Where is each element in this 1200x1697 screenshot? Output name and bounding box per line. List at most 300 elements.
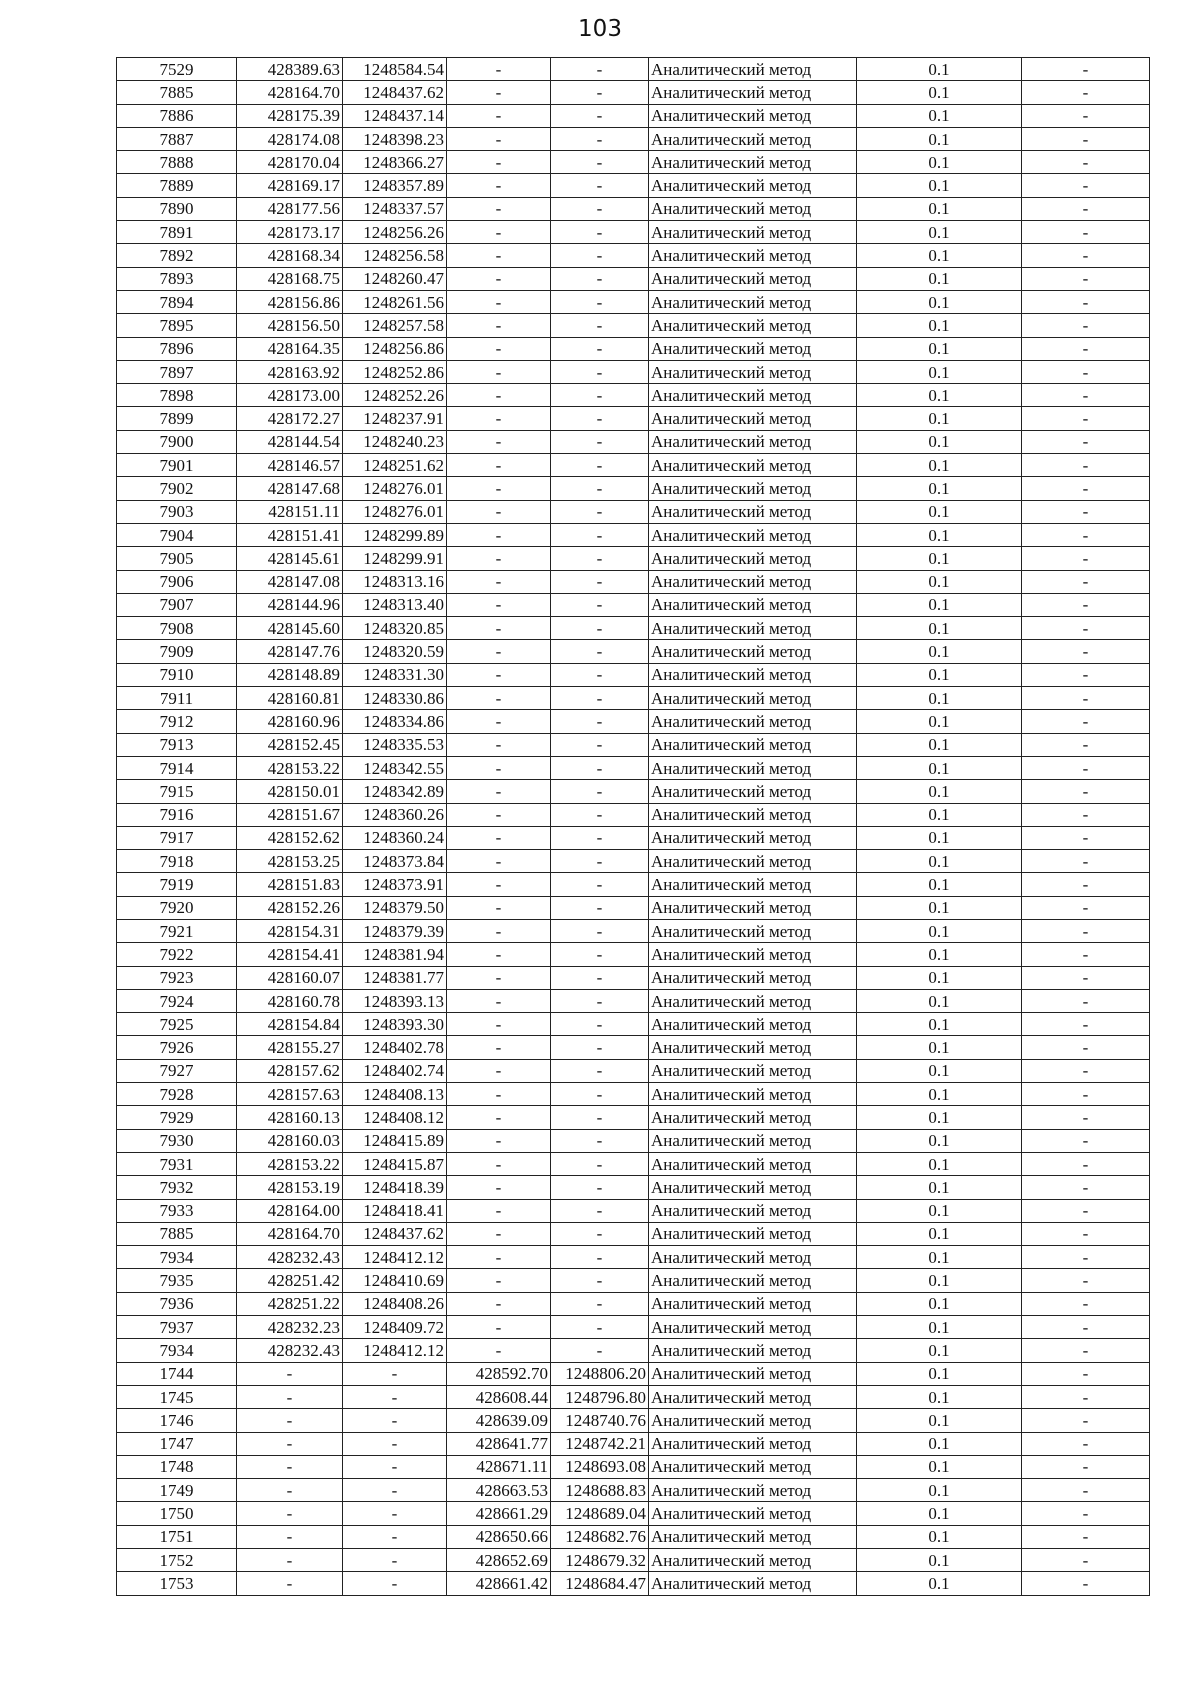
y-new-cell: - (551, 1292, 649, 1315)
y-new-cell: - (551, 337, 649, 360)
method-cell: Аналитический метод (649, 617, 857, 640)
method-cell: Аналитический метод (649, 1152, 857, 1175)
accuracy-cell: 0.1 (857, 1036, 1022, 1059)
x-new-cell: 428608.44 (447, 1385, 551, 1408)
y-old-cell: 1248320.59 (343, 640, 447, 663)
x-old-cell: - (237, 1525, 343, 1548)
point-number-cell: 7893 (117, 267, 237, 290)
point-number-cell: 7920 (117, 896, 237, 919)
accuracy-cell: 0.1 (857, 523, 1022, 546)
y-old-cell: 1248240.23 (343, 430, 447, 453)
point-number-cell: 7910 (117, 663, 237, 686)
y-old-cell: - (343, 1549, 447, 1572)
y-old-cell: 1248402.74 (343, 1059, 447, 1082)
x-new-cell: - (447, 1106, 551, 1129)
coordinates-table (116, 57, 1150, 1596)
y-new-cell: - (551, 1129, 649, 1152)
note-cell: - (1022, 384, 1150, 407)
y-new-cell: - (551, 943, 649, 966)
accuracy-cell: 0.1 (857, 803, 1022, 826)
table-row (117, 1129, 1150, 1152)
point-number-cell: 7908 (117, 617, 237, 640)
y-new-cell: - (551, 1339, 649, 1362)
y-old-cell: 1248276.01 (343, 500, 447, 523)
note-cell: - (1022, 919, 1150, 942)
y-old-cell: 1248393.13 (343, 989, 447, 1012)
point-number-cell: 1744 (117, 1362, 237, 1385)
table-row (117, 756, 1150, 779)
y-new-cell: - (551, 127, 649, 150)
accuracy-cell: 0.1 (857, 1362, 1022, 1385)
x-old-cell: - (237, 1385, 343, 1408)
x-old-cell: 428147.08 (237, 570, 343, 593)
y-old-cell: - (343, 1362, 447, 1385)
table-row (117, 687, 1150, 710)
method-cell: Аналитический метод (649, 896, 857, 919)
note-cell: - (1022, 1246, 1150, 1269)
table-row (117, 314, 1150, 337)
method-cell: Аналитический метод (649, 919, 857, 942)
y-new-cell: - (551, 1152, 649, 1175)
table-row (117, 1106, 1150, 1129)
x-new-cell: - (447, 1152, 551, 1175)
note-cell: - (1022, 989, 1150, 1012)
x-new-cell: - (447, 919, 551, 942)
accuracy-cell: 0.1 (857, 314, 1022, 337)
point-number-cell: 7907 (117, 593, 237, 616)
method-cell: Аналитический метод (649, 733, 857, 756)
x-old-cell: 428173.00 (237, 384, 343, 407)
table-row (117, 384, 1150, 407)
y-new-cell: 1248740.76 (551, 1409, 649, 1432)
x-new-cell: - (447, 663, 551, 686)
x-old-cell: 428232.43 (237, 1339, 343, 1362)
x-old-cell: 428160.03 (237, 1129, 343, 1152)
y-old-cell: 1248584.54 (343, 58, 447, 81)
y-old-cell: - (343, 1502, 447, 1525)
table-row (117, 989, 1150, 1012)
x-new-cell: - (447, 1199, 551, 1222)
accuracy-cell: 0.1 (857, 454, 1022, 477)
y-new-cell: 1248806.20 (551, 1362, 649, 1385)
x-new-cell: - (447, 197, 551, 220)
y-old-cell: 1248437.14 (343, 104, 447, 127)
x-old-cell: 428151.11 (237, 500, 343, 523)
point-number-cell: 7909 (117, 640, 237, 663)
x-new-cell: - (447, 523, 551, 546)
y-new-cell: - (551, 919, 649, 942)
x-new-cell: - (447, 640, 551, 663)
note-cell: - (1022, 1572, 1150, 1595)
method-cell: Аналитический метод (649, 174, 857, 197)
x-new-cell: - (447, 710, 551, 733)
accuracy-cell: 0.1 (857, 151, 1022, 174)
y-new-cell: - (551, 1316, 649, 1339)
x-old-cell: 428174.08 (237, 127, 343, 150)
note-cell: - (1022, 1083, 1150, 1106)
method-cell: Аналитический метод (649, 1479, 857, 1502)
table-row (117, 1455, 1150, 1478)
x-old-cell: 428145.60 (237, 617, 343, 640)
y-old-cell: 1248256.26 (343, 221, 447, 244)
x-new-cell: - (447, 221, 551, 244)
table-row (117, 407, 1150, 430)
table-row (117, 58, 1150, 81)
accuracy-cell: 0.1 (857, 81, 1022, 104)
note-cell: - (1022, 104, 1150, 127)
y-old-cell: 1248402.78 (343, 1036, 447, 1059)
point-number-cell: 1752 (117, 1549, 237, 1572)
y-new-cell: - (551, 1106, 649, 1129)
note-cell: - (1022, 290, 1150, 313)
y-new-cell: - (551, 221, 649, 244)
x-new-cell: - (447, 896, 551, 919)
accuracy-cell: 0.1 (857, 197, 1022, 220)
y-new-cell: - (551, 640, 649, 663)
y-new-cell: - (551, 687, 649, 710)
note-cell: - (1022, 1339, 1150, 1362)
note-cell: - (1022, 360, 1150, 383)
x-new-cell: - (447, 500, 551, 523)
point-number-cell: 7912 (117, 710, 237, 733)
x-old-cell: 428152.45 (237, 733, 343, 756)
method-cell: Аналитический метод (649, 1059, 857, 1082)
x-new-cell: - (447, 1246, 551, 1269)
y-old-cell: 1248360.24 (343, 826, 447, 849)
table-row (117, 1385, 1150, 1408)
method-cell: Аналитический метод (649, 290, 857, 313)
x-new-cell: 428671.11 (447, 1455, 551, 1478)
note-cell: - (1022, 1152, 1150, 1175)
x-new-cell: 428641.77 (447, 1432, 551, 1455)
x-new-cell: - (447, 873, 551, 896)
accuracy-cell: 0.1 (857, 104, 1022, 127)
y-old-cell: - (343, 1385, 447, 1408)
y-old-cell: 1248299.91 (343, 547, 447, 570)
note-cell: - (1022, 640, 1150, 663)
x-new-cell: - (447, 314, 551, 337)
x-old-cell: 428170.04 (237, 151, 343, 174)
table-row (117, 873, 1150, 896)
point-number-cell: 7891 (117, 221, 237, 244)
x-old-cell: 428160.13 (237, 1106, 343, 1129)
x-old-cell: 428152.62 (237, 826, 343, 849)
y-new-cell: - (551, 873, 649, 896)
note-cell: - (1022, 1316, 1150, 1339)
note-cell: - (1022, 570, 1150, 593)
note-cell: - (1022, 1013, 1150, 1036)
point-number-cell: 1746 (117, 1409, 237, 1432)
note-cell: - (1022, 943, 1150, 966)
x-old-cell: 428172.27 (237, 407, 343, 430)
table-row (117, 943, 1150, 966)
x-old-cell: 428152.26 (237, 896, 343, 919)
x-old-cell: 428164.70 (237, 1222, 343, 1245)
x-old-cell: 428160.96 (237, 710, 343, 733)
x-new-cell: - (447, 104, 551, 127)
method-cell: Аналитический метод (649, 570, 857, 593)
accuracy-cell: 0.1 (857, 1269, 1022, 1292)
note-cell: - (1022, 1409, 1150, 1432)
table-row (117, 663, 1150, 686)
y-new-cell: - (551, 1199, 649, 1222)
y-old-cell: - (343, 1572, 447, 1595)
table-row (117, 1479, 1150, 1502)
accuracy-cell: 0.1 (857, 1152, 1022, 1175)
y-old-cell: - (343, 1455, 447, 1478)
y-old-cell: 1248276.01 (343, 477, 447, 500)
y-new-cell: - (551, 1222, 649, 1245)
y-old-cell: 1248408.26 (343, 1292, 447, 1315)
y-old-cell: 1248256.86 (343, 337, 447, 360)
point-number-cell: 1753 (117, 1572, 237, 1595)
table-row (117, 1222, 1150, 1245)
method-cell: Аналитический метод (649, 1572, 857, 1595)
y-new-cell: - (551, 1269, 649, 1292)
point-number-cell: 7895 (117, 314, 237, 337)
accuracy-cell: 0.1 (857, 687, 1022, 710)
method-cell: Аналитический метод (649, 1385, 857, 1408)
point-number-cell: 7901 (117, 454, 237, 477)
accuracy-cell: 0.1 (857, 267, 1022, 290)
point-number-cell: 7925 (117, 1013, 237, 1036)
table-row (117, 360, 1150, 383)
accuracy-cell: 0.1 (857, 1129, 1022, 1152)
y-old-cell: 1248415.87 (343, 1152, 447, 1175)
y-new-cell: - (551, 104, 649, 127)
table-row (117, 1036, 1150, 1059)
point-number-cell: 7896 (117, 337, 237, 360)
y-new-cell: - (551, 407, 649, 430)
point-number-cell: 7913 (117, 733, 237, 756)
y-old-cell: 1248260.47 (343, 267, 447, 290)
x-old-cell: 428251.42 (237, 1269, 343, 1292)
table-row (117, 547, 1150, 570)
page-number: 103 (578, 16, 622, 42)
point-number-cell: 1750 (117, 1502, 237, 1525)
y-new-cell: - (551, 500, 649, 523)
x-old-cell: 428168.34 (237, 244, 343, 267)
note-cell: - (1022, 430, 1150, 453)
method-cell: Аналитический метод (649, 1246, 857, 1269)
y-old-cell: 1248437.62 (343, 81, 447, 104)
table-row (117, 197, 1150, 220)
y-old-cell: 1248412.12 (343, 1246, 447, 1269)
y-new-cell: 1248688.83 (551, 1479, 649, 1502)
y-old-cell: 1248408.12 (343, 1106, 447, 1129)
method-cell: Аналитический метод (649, 850, 857, 873)
y-old-cell: 1248379.50 (343, 896, 447, 919)
y-old-cell: 1248252.26 (343, 384, 447, 407)
table-row (117, 1292, 1150, 1315)
point-number-cell: 7932 (117, 1176, 237, 1199)
note-cell: - (1022, 1502, 1150, 1525)
method-cell: Аналитический метод (649, 1036, 857, 1059)
y-old-cell: 1248393.30 (343, 1013, 447, 1036)
x-old-cell: 428157.63 (237, 1083, 343, 1106)
note-cell: - (1022, 547, 1150, 570)
y-new-cell: - (551, 803, 649, 826)
table-row (117, 267, 1150, 290)
x-new-cell: - (447, 943, 551, 966)
accuracy-cell: 0.1 (857, 1083, 1022, 1106)
accuracy-cell: 0.1 (857, 174, 1022, 197)
x-new-cell: - (447, 1339, 551, 1362)
y-old-cell: 1248379.39 (343, 919, 447, 942)
x-new-cell: - (447, 267, 551, 290)
x-old-cell: 428147.68 (237, 477, 343, 500)
y-new-cell: 1248689.04 (551, 1502, 649, 1525)
accuracy-cell: 0.1 (857, 966, 1022, 989)
note-cell: - (1022, 1036, 1150, 1059)
x-new-cell: - (447, 290, 551, 313)
y-new-cell: - (551, 454, 649, 477)
method-cell: Аналитический метод (649, 104, 857, 127)
table-row (117, 477, 1150, 500)
method-cell: Аналитический метод (649, 756, 857, 779)
accuracy-cell: 0.1 (857, 1549, 1022, 1572)
x-old-cell: 428145.61 (237, 547, 343, 570)
note-cell: - (1022, 197, 1150, 220)
x-new-cell: - (447, 454, 551, 477)
method-cell: Аналитический метод (649, 1083, 857, 1106)
table-row (117, 780, 1150, 803)
x-old-cell: - (237, 1572, 343, 1595)
y-old-cell: 1248335.53 (343, 733, 447, 756)
x-new-cell: - (447, 58, 551, 81)
table-row (117, 1269, 1150, 1292)
y-old-cell: 1248366.27 (343, 151, 447, 174)
table-row (117, 1362, 1150, 1385)
method-cell: Аналитический метод (649, 1432, 857, 1455)
y-old-cell: - (343, 1432, 447, 1455)
note-cell: - (1022, 1269, 1150, 1292)
x-old-cell: - (237, 1455, 343, 1478)
accuracy-cell: 0.1 (857, 943, 1022, 966)
note-cell: - (1022, 1199, 1150, 1222)
y-new-cell: - (551, 617, 649, 640)
method-cell: Аналитический метод (649, 500, 857, 523)
y-new-cell: - (551, 1059, 649, 1082)
y-new-cell: - (551, 780, 649, 803)
table-row (117, 617, 1150, 640)
accuracy-cell: 0.1 (857, 850, 1022, 873)
table-row (117, 570, 1150, 593)
note-cell: - (1022, 267, 1150, 290)
y-old-cell: 1248313.40 (343, 593, 447, 616)
x-old-cell: 428156.50 (237, 314, 343, 337)
note-cell: - (1022, 803, 1150, 826)
x-old-cell: 428156.86 (237, 290, 343, 313)
x-new-cell: - (447, 127, 551, 150)
accuracy-cell: 0.1 (857, 1502, 1022, 1525)
table-row (117, 1059, 1150, 1082)
x-old-cell: 428154.84 (237, 1013, 343, 1036)
x-old-cell: 428144.96 (237, 593, 343, 616)
y-old-cell: 1248261.56 (343, 290, 447, 313)
x-old-cell: 428160.07 (237, 966, 343, 989)
method-cell: Аналитический метод (649, 1549, 857, 1572)
note-cell: - (1022, 1479, 1150, 1502)
table-row (117, 1316, 1150, 1339)
x-new-cell: - (447, 756, 551, 779)
y-new-cell: 1248796.80 (551, 1385, 649, 1408)
x-old-cell: - (237, 1479, 343, 1502)
note-cell: - (1022, 756, 1150, 779)
accuracy-cell: 0.1 (857, 337, 1022, 360)
y-new-cell: - (551, 547, 649, 570)
method-cell: Аналитический метод (649, 1106, 857, 1129)
y-old-cell: 1248320.85 (343, 617, 447, 640)
accuracy-cell: 0.1 (857, 360, 1022, 383)
x-old-cell: 428232.43 (237, 1246, 343, 1269)
note-cell: - (1022, 1129, 1150, 1152)
point-number-cell: 7916 (117, 803, 237, 826)
note-cell: - (1022, 966, 1150, 989)
x-old-cell: 428146.57 (237, 454, 343, 477)
y-old-cell: 1248299.89 (343, 523, 447, 546)
table-row (117, 1409, 1150, 1432)
table-row (117, 81, 1150, 104)
method-cell: Аналитический метод (649, 1339, 857, 1362)
point-number-cell: 7919 (117, 873, 237, 896)
x-new-cell: - (447, 244, 551, 267)
accuracy-cell: 0.1 (857, 430, 1022, 453)
x-old-cell: 428151.83 (237, 873, 343, 896)
x-old-cell: 428164.70 (237, 81, 343, 104)
y-old-cell: 1248337.57 (343, 197, 447, 220)
x-old-cell: 428155.27 (237, 1036, 343, 1059)
x-old-cell: 428163.92 (237, 360, 343, 383)
note-cell: - (1022, 1432, 1150, 1455)
y-new-cell: - (551, 593, 649, 616)
point-number-cell: 1748 (117, 1455, 237, 1478)
point-number-cell: 7903 (117, 500, 237, 523)
note-cell: - (1022, 617, 1150, 640)
note-cell: - (1022, 873, 1150, 896)
accuracy-cell: 0.1 (857, 477, 1022, 500)
note-cell: - (1022, 1222, 1150, 1245)
accuracy-cell: 0.1 (857, 1106, 1022, 1129)
y-new-cell: - (551, 384, 649, 407)
y-old-cell: 1248410.69 (343, 1269, 447, 1292)
method-cell: Аналитический метод (649, 197, 857, 220)
method-cell: Аналитический метод (649, 687, 857, 710)
y-new-cell: - (551, 151, 649, 174)
x-new-cell: - (447, 1176, 551, 1199)
table-row (117, 1246, 1150, 1269)
note-cell: - (1022, 1455, 1150, 1478)
x-new-cell: - (447, 1083, 551, 1106)
accuracy-cell: 0.1 (857, 290, 1022, 313)
y-new-cell: - (551, 1036, 649, 1059)
method-cell: Аналитический метод (649, 1292, 857, 1315)
table-row (117, 1572, 1150, 1595)
table-row (117, 640, 1150, 663)
x-old-cell: 428175.39 (237, 104, 343, 127)
table-row (117, 1176, 1150, 1199)
note-cell: - (1022, 81, 1150, 104)
table-row (117, 127, 1150, 150)
table-row (117, 104, 1150, 127)
x-new-cell: - (447, 570, 551, 593)
note-cell: - (1022, 407, 1150, 430)
note-cell: - (1022, 1059, 1150, 1082)
x-new-cell: - (447, 174, 551, 197)
point-number-cell: 7921 (117, 919, 237, 942)
point-number-cell: 7898 (117, 384, 237, 407)
point-number-cell: 7911 (117, 687, 237, 710)
